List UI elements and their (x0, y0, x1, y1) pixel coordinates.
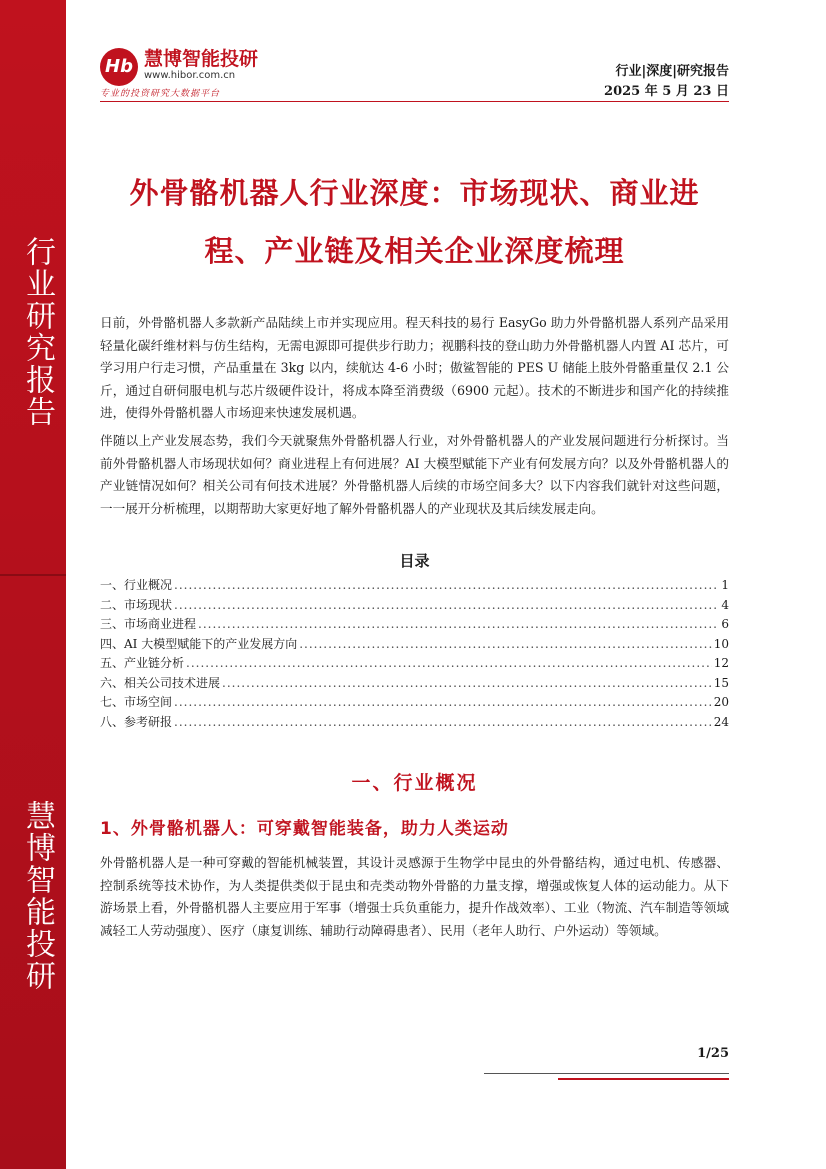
toc-item-label: 七、市场空间 (100, 695, 173, 709)
toc-item-page: 6 (721, 617, 729, 631)
intro-paragraph-1: 日前，外骨骼机器人多款新产品陆续上市并实现应用。程天科技的易行 EasyGo 助力外骨骼机器人系列产品采用轻量化碳纤维材料与仿生结构，无需电源即可提供步行助力；视鹏科技的登山助力外骨骼机器人内置 AI 芯片，可学习用户行走习惯，产品重量在 3kg 以内，续航达 4-6 小时；傲鲨智能的 PES U 储能上肢外骨骼重量仅 2.1 公斤，通过自研伺服电机与芯片级硬件设计，将成本降至消费级（6900 元起）。技术的不断进步和国产化的持续推进，使得外骨骼机器人市场迎来快速发展机遇。 (100, 315, 729, 421)
report-type: 行业|深度|研究报告 (615, 64, 729, 79)
toc-leader (174, 596, 719, 616)
toc-leader (174, 693, 712, 713)
sidebar-divider (0, 574, 66, 576)
toc-item-label: 三、市场商业进程 (100, 617, 197, 631)
logo-slogan: 专业的投资研究大数据平台 (100, 89, 221, 99)
toc-item[interactable] (100, 713, 729, 733)
toc-item-page: 12 (713, 656, 729, 670)
toc-item[interactable] (100, 654, 729, 674)
toc-item-page: 10 (713, 636, 729, 651)
logo-url[interactable]: www.hibor.com.cn (144, 70, 236, 81)
toc-item-label: 二、市场现状 (100, 597, 173, 612)
logo-mark-icon: Hb (100, 48, 138, 86)
toc-item-label: 五、产业链分析 (100, 656, 185, 670)
toc-leader (222, 674, 712, 694)
toc-item[interactable] (100, 635, 729, 655)
section-paragraph: 外骨骼机器人是一种可穿戴的智能机械装置，其设计灵感源于生物学中昆虫的外骨骼结构，通过电机、传感器、控制系统等技术协作，为人类提供类似于昆虫和壳类动物外骨骼的力量支撑，增强或恢复人体的运动能力。从下游场景上看，外骨骼机器人主要应用于军事（增强士兵负重能力，提升作战效率）、工业（物流、汽车制造等领域减轻工人劳动强度）、医疗（康复训练、辅助行动障碍患者）、民用（老年人助行、户外运动）等领域。 (100, 855, 729, 938)
toc-leader (174, 713, 712, 733)
intro-paragraph-2: 伴随以上产业发展态势，我们今天就聚焦外骨骼机器人行业，对外骨骼机器人的产业发展问题进行分析探讨。当前外骨骼机器人市场现状如何？商业进程上有何进展？AI 大模型赋能下产业有何发展方向？以及外骨骼机器人的产业链情况如何？相关公司有何技术进展？外骨骼机器人后续的市场空间多大？以下内容我们就针对这些问题，一一展开分析梳理，以期帮助大家更好地了解外骨骼机器人的产业现状及其后续发展走向。 (100, 433, 729, 516)
toc-leader (299, 635, 711, 655)
toc-item-page: 4 (721, 597, 729, 612)
toc-item-label: 八、参考研报 (100, 714, 173, 729)
toc-item-page: 20 (713, 695, 729, 709)
toc-item[interactable] (100, 693, 729, 713)
toc-item-label: 四、AI 大模型赋能下的产业发展方向 (100, 636, 298, 651)
toc-item-page: 15 (713, 675, 729, 690)
page-number: 1/25 (697, 1046, 729, 1061)
toc-item[interactable] (100, 596, 729, 616)
logo-name: 慧博智能投研 (144, 48, 259, 70)
toc-leader (198, 615, 719, 635)
report-date: 2025 年 5 月 23 日 (604, 84, 729, 99)
subsection-heading: 1、外骨骼机器人：可穿戴智能装备，助力人类运动 (100, 819, 509, 839)
toc-item[interactable] (100, 576, 729, 596)
toc-item-label: 一、行业概况 (100, 578, 173, 592)
table-of-contents (100, 576, 729, 732)
logo (100, 48, 270, 100)
toc-item-page: 1 (721, 578, 729, 592)
footer-rule (484, 1073, 729, 1074)
toc-item-label: 六、相关公司技术进展 (100, 675, 221, 690)
toc-heading: 目录 (399, 552, 430, 570)
sidebar-top-text: 行业研究报告 (20, 236, 55, 428)
sidebar-bottom-text: 慧博智能投研 (20, 800, 55, 992)
toc-leader (186, 654, 712, 674)
toc-leader (174, 576, 719, 596)
document-title: 外骨骼机器人行业深度：市场现状、商业进程、产业链及相关企业深度梳理 (129, 176, 700, 268)
sidebar (0, 0, 66, 1169)
header-divider (100, 101, 729, 102)
toc-item[interactable] (100, 674, 729, 694)
toc-item[interactable] (100, 615, 729, 635)
toc-item-page: 24 (713, 714, 729, 729)
footer-accent-rule (558, 1078, 729, 1080)
section-heading: 一、行业概况 (351, 772, 478, 794)
